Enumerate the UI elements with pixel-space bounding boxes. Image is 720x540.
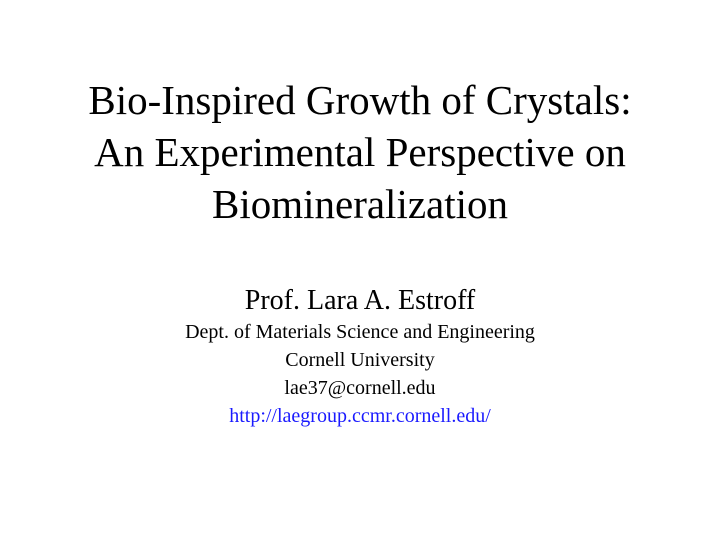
author-name: Prof. Lara A. Estroff bbox=[244, 285, 476, 316]
url-line bbox=[40, 402, 680, 430]
group-website-link[interactable]: http://laegroup.ccmr.cornell.edu/ bbox=[229, 405, 491, 427]
university: Cornell University bbox=[285, 349, 435, 371]
department: Dept. of Materials Science and Engineering bbox=[185, 321, 535, 343]
title-line-2: An Experimental Perspective on bbox=[94, 129, 626, 175]
author-info bbox=[40, 284, 680, 430]
title-line-1: Bio-Inspired Growth of Crystals: bbox=[88, 77, 632, 123]
email: lae37@cornell.edu bbox=[284, 377, 436, 399]
slide-title bbox=[30, 74, 690, 230]
title-line-3: Biomineralization bbox=[211, 181, 509, 227]
